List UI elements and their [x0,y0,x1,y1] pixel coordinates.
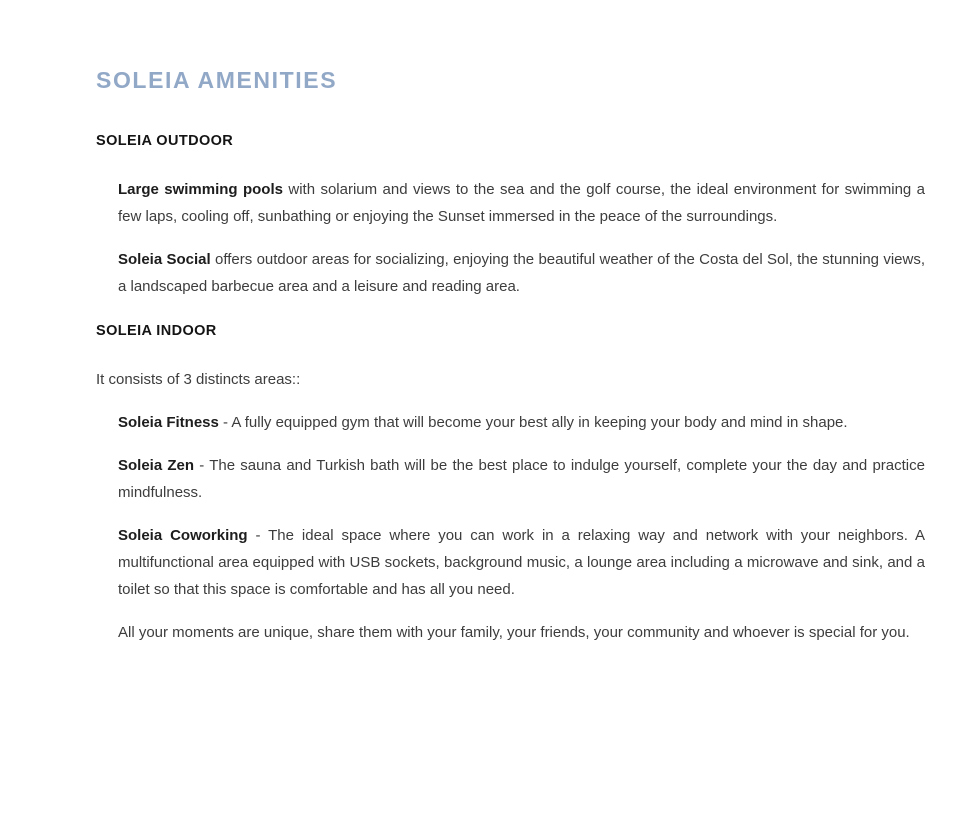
paragraph-soleia-coworking [118,522,925,603]
paragraph-text: - A fully equipped gym that will become your best ally in keeping your body and mind in shape. [218,414,848,431]
section-intro: It consists of 3 distincts areas:: [96,371,301,388]
paragraph-closing [118,619,925,646]
paragraph-swimming-pools [118,176,925,230]
section-heading-outdoor: SOLEIA OUTDOOR [96,133,234,149]
paragraph-text: - The ideal space where you can work in a relaxing way and network with your neighbors. A multifunctional area equipped with USB sockets, background music, a lounge area including a microwave and sink, and a toilet so that this space is comfortable and has all you need. [118,527,925,598]
paragraph-lead: Soleia Zen [118,457,195,474]
paragraph-lead: Soleia Coworking [118,527,248,544]
section-heading-indoor: SOLEIA INDOOR [96,323,217,339]
paragraph-text: offers outdoor areas for socializing, enjoying the beautiful weather of the Costa del Sol, the stunning views, a landscaped barbecue area and a leisure and reading area. [118,251,926,295]
paragraph-text: - The sauna and Turkish bath will be the best place to indulge yourself, complete your the day and practice mindfulness. [118,457,925,501]
page-title: SOLEIA AMENITIES [96,67,338,93]
paragraph-lead: Soleia Fitness [118,414,219,431]
paragraph-text: with solarium and views to the sea and the golf course, the ideal environment for swimming a few laps, cooling off, sunbathing or enjoying the Sunset immersed in the peace of the surroundings. [118,181,925,225]
paragraph-soleia-zen [118,452,925,506]
section-outdoor [96,132,925,300]
paragraph-soleia-fitness [118,409,925,436]
paragraph-lead: Soleia Social [118,251,211,268]
paragraph-text: All your moments are unique, share them with your family, your friends, your community and whoever is special for you. [118,624,910,641]
section-indoor [96,322,925,646]
paragraph-soleia-social [118,246,925,300]
paragraph-lead: Large swimming pools [118,181,283,198]
